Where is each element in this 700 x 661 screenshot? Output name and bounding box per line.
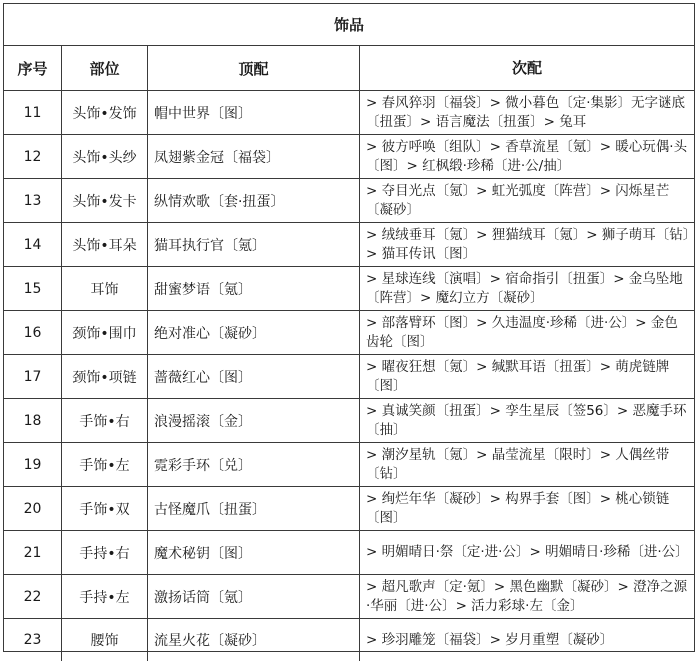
cell-top-config: 甜蜜梦语〔氪〕 bbox=[148, 267, 360, 310]
cell-part: 头饰•耳朵 bbox=[62, 223, 148, 266]
cell-alt-config: > 曜夜狂想〔氪〕> 缄默耳语〔扭蛋〕> 萌虎链牌〔图〕 bbox=[366, 358, 670, 394]
cell-alt-config: > 潮汐星轨〔氪〕> 晶莹流星〔限时〕> 人偶丝带〔钻〕 bbox=[366, 446, 670, 482]
cell-top-config: 纵情欢歌〔套·扭蛋〕 bbox=[148, 179, 360, 222]
cell-index: 15 bbox=[4, 267, 62, 310]
cell-part: 耳饰 bbox=[62, 267, 148, 310]
cell-index: 21 bbox=[4, 531, 62, 574]
cell-alt-config: > 珍羽雕笼〔福袋〕> 岁月重塑〔凝砂〕 bbox=[366, 631, 614, 648]
table-row bbox=[4, 443, 694, 487]
cell-index: 14 bbox=[4, 223, 62, 266]
cell-top-config: 霓彩手环〔兑〕 bbox=[148, 443, 360, 486]
cell-index: 12 bbox=[4, 135, 62, 178]
cell-alt-config: > 绒绒垂耳〔氪〕> 狸猫绒耳〔氪〕> 狮子萌耳〔钻〕> 猫耳传讯〔图〕 bbox=[366, 226, 690, 262]
table-row bbox=[4, 179, 694, 223]
cell-index: 19 bbox=[4, 443, 62, 486]
cell-top-config: 激扬话筒〔氪〕 bbox=[148, 575, 360, 618]
cell-alt-config: > 星球连线〔演唱〕> 宿命指引〔扭蛋〕> 金乌坠地〔阵营〕> 魔幻立方〔凝砂〕 bbox=[366, 270, 683, 306]
cell-top-config: 魔术秘钥〔图〕 bbox=[148, 531, 360, 574]
cell-alt-config: > 夺目光点〔氪〕> 虹光弧度〔阵营〕> 闪烁星芒〔凝砂〕 bbox=[366, 182, 670, 218]
cell-part: 头饰•发卡 bbox=[62, 179, 148, 222]
cell-top-config: 浪漫摇滚〔金〕 bbox=[148, 399, 360, 442]
table-row bbox=[4, 91, 694, 135]
cell-part: 手饰•右 bbox=[62, 399, 148, 442]
cell-index: 22 bbox=[4, 575, 62, 618]
cell-index: 23 bbox=[4, 619, 62, 661]
accessories-table bbox=[3, 3, 695, 652]
table-header-row bbox=[4, 46, 694, 91]
cell-top-config: 蔷薇红心〔图〕 bbox=[148, 355, 360, 398]
table-row bbox=[4, 311, 694, 355]
header-alt-config: 次配 bbox=[511, 58, 542, 77]
table-row bbox=[4, 135, 694, 179]
cell-index: 16 bbox=[4, 311, 62, 354]
cell-part: 头饰•头纱 bbox=[62, 135, 148, 178]
cell-alt-config: > 绚烂年华〔凝砂〕> 构界手套〔图〕> 桃心锁链〔图〕 bbox=[366, 490, 670, 526]
table-row bbox=[4, 487, 694, 531]
cell-part: 颈饰•项链 bbox=[62, 355, 148, 398]
cell-top-config: 帽中世界〔图〕 bbox=[148, 91, 360, 134]
cell-part: 头饰•发饰 bbox=[62, 91, 148, 134]
cell-part: 手持•右 bbox=[62, 531, 148, 574]
cell-index: 17 bbox=[4, 355, 62, 398]
table-row bbox=[4, 399, 694, 443]
cell-top-config: 凤翅紫金冠〔福袋〕 bbox=[148, 135, 360, 178]
cell-part: 手饰•左 bbox=[62, 443, 148, 486]
cell-part: 颈饰•围巾 bbox=[62, 311, 148, 354]
header-part: 部位 bbox=[62, 46, 148, 90]
table-row bbox=[4, 355, 694, 399]
cell-index: 13 bbox=[4, 179, 62, 222]
cell-alt-config: > 彼方呼唤〔组队〕> 香草流星〔氪〕> 暖心玩偶·头〔图〕> 红枫缎·珍稀〔进·公/抽〕 bbox=[366, 138, 688, 174]
cell-alt-config: > 春风猝羽〔福袋〕> 微小暮色〔定·集影〕无字谜底〔扭蛋〕> 语言魔法〔扭蛋〕> 兔耳 bbox=[366, 94, 685, 130]
cell-alt-config: > 明媚晴日·祭〔定·进·公〕> 明媚晴日·珍稀〔进·公〕 bbox=[366, 544, 689, 560]
cell-top-config: 古怪魔爪〔扭蛋〕 bbox=[148, 487, 360, 530]
table-row bbox=[4, 267, 694, 311]
table-row bbox=[4, 575, 694, 619]
cell-part: 腰饰 bbox=[62, 619, 148, 661]
cell-top-config: 猫耳执行官〔氪〕 bbox=[148, 223, 360, 266]
cell-index: 18 bbox=[4, 399, 62, 442]
table-title: 饰品 bbox=[4, 4, 694, 46]
cell-alt-config: > 部落臂环〔图〕> 久违温度·珍稀〔进·公〕> 金色齿轮〔图〕 bbox=[366, 314, 678, 350]
table-body bbox=[4, 91, 694, 661]
cell-index: 20 bbox=[4, 487, 62, 530]
header-top-config: 顶配 bbox=[148, 46, 360, 90]
cell-part: 手饰•双 bbox=[62, 487, 148, 530]
cell-top-config: 流星火花〔凝砂〕 bbox=[148, 619, 360, 661]
cell-alt-config: > 真诚笑颜〔扭蛋〕> 孪生星辰〔签56〕> 恶魔手环〔抽〕 bbox=[366, 402, 687, 438]
table-row bbox=[4, 531, 694, 575]
header-index: 序号 bbox=[4, 46, 62, 90]
table-row bbox=[4, 223, 694, 267]
cell-top-config: 绝对准心〔凝砂〕 bbox=[148, 311, 360, 354]
cell-part: 手持•左 bbox=[62, 575, 148, 618]
cell-index: 11 bbox=[4, 91, 62, 134]
cell-alt-config: > 超凡歌声〔定·氪〕> 黑色幽默〔凝砂〕> 澄净之源·华丽〔进·公〕> 活力彩球·左〔金〕 bbox=[366, 578, 688, 614]
